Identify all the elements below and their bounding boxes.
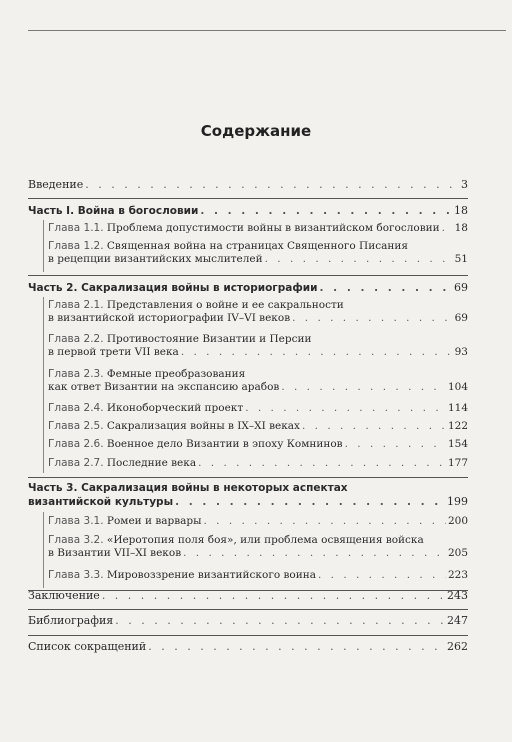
- page-number: 177: [447, 457, 468, 469]
- chapter-number: Глава 2.1.: [48, 299, 104, 311]
- chapter-number: Глава 3.2.: [48, 534, 104, 546]
- toc-entry-label-line2: как ответ Византии на экспансию арабов: [48, 381, 280, 393]
- toc-entry-label-line2: византийской культуры: [28, 496, 174, 508]
- toc-entry-ch1-2[interactable]: [48, 240, 468, 266]
- page-number: 18: [454, 222, 468, 234]
- toc-entry-label-line1: Фемные преобразования: [106, 368, 246, 380]
- toc-entry-label: Мировоззрение византийского воина: [106, 569, 316, 581]
- chapter-number: Глава 1.1.: [48, 222, 104, 234]
- page-number: 114: [447, 402, 468, 414]
- page-number: 104: [447, 381, 468, 393]
- toc-entry-label-line2: в Византии VII–XI веков: [48, 547, 182, 559]
- toc-entry-label-line2: в византийской историографии IV–VI веков: [48, 312, 291, 324]
- page-number: 18: [454, 204, 468, 217]
- page-number: 3: [461, 178, 468, 191]
- toc-entry-label: Проблема допустимости войны в византийском богословии: [106, 222, 440, 234]
- toc-entry-label: Военное дело Византии в эпоху Комнинов: [106, 438, 343, 450]
- page-number: 93: [454, 346, 468, 358]
- toc-entry-part2[interactable]: [28, 281, 468, 295]
- leader-dots: [245, 402, 446, 415]
- leader-dots: [442, 222, 453, 235]
- leader-dots: [203, 515, 445, 528]
- chapter-number: Глава 3.1.: [48, 515, 104, 527]
- toc-entry-ch2-3[interactable]: [48, 368, 468, 394]
- toc-entry-label: Часть 2. Сакрализация войны в историографии: [28, 282, 318, 294]
- page-number: 262: [447, 640, 468, 653]
- page-number: 200: [447, 515, 468, 527]
- toc-entry-label-line1: Представления о войне и ее сакральности: [106, 299, 344, 311]
- chapter-number: Глава 2.5.: [48, 420, 104, 432]
- page-number: 243: [447, 589, 468, 602]
- toc-entry-label: Заключение: [28, 589, 100, 602]
- leader-dots: [200, 205, 452, 218]
- toc-entry-label-line1: Часть 3. Сакрализация войны в некоторых аспектах: [28, 482, 348, 494]
- page-number: 51: [454, 253, 468, 265]
- toc-entry-ch2-6[interactable]: [48, 438, 468, 451]
- chapter-number: Глава 2.3.: [48, 368, 104, 380]
- toc-entry-label: Последние века: [106, 457, 197, 469]
- section-divider: [28, 477, 468, 478]
- leader-dots: [320, 282, 452, 295]
- toc-entry-intro[interactable]: [28, 178, 468, 191]
- toc-entry-label-line2: в первой трети VII века: [48, 346, 179, 358]
- toc-entry-label: Сакрализация войны в IX–XI веках: [106, 420, 300, 432]
- toc-entry-ch2-1[interactable]: [48, 299, 468, 325]
- toc-entry-ch1-1[interactable]: [48, 222, 468, 235]
- toc-entry-part3[interactable]: [28, 482, 468, 509]
- section-divider: [28, 609, 468, 610]
- toc-entry-bibliography[interactable]: [28, 614, 468, 627]
- page-number: 223: [447, 569, 468, 581]
- page-number: 205: [447, 547, 468, 559]
- toc-entry-label-line2: в рецепции византийских мыслителей: [48, 253, 263, 265]
- section-divider: [28, 635, 468, 636]
- leader-dots: [148, 640, 445, 653]
- toc-entry-label: Библиография: [28, 614, 114, 627]
- chapter-number: Глава 3.3.: [48, 569, 104, 581]
- leader-dots: [102, 589, 445, 602]
- toc-entry-label: Ромеи и варвары: [106, 515, 202, 527]
- section-divider: [28, 198, 468, 199]
- chapter-number: Глава 2.7.: [48, 457, 104, 469]
- toc-entry-label: Иконоборческий проект: [106, 402, 244, 414]
- toc-entry-ch2-4[interactable]: [48, 402, 468, 415]
- page-number: 69: [454, 312, 468, 324]
- leader-dots: [345, 438, 446, 451]
- page-number: 69: [454, 281, 468, 294]
- toc-entry-ch2-7[interactable]: [48, 457, 468, 470]
- chapter-number: Глава 1.2.: [48, 240, 104, 252]
- leader-dots: [85, 178, 459, 191]
- leader-dots: [181, 346, 453, 359]
- toc-entry-ch3-2[interactable]: [48, 534, 468, 560]
- toc-entry-part1[interactable]: [28, 204, 468, 218]
- page-title: Содержание: [200, 122, 312, 140]
- leader-dots: [318, 569, 446, 582]
- leader-dots: [183, 547, 446, 560]
- toc-entry-conclusion[interactable]: [28, 589, 468, 602]
- toc-entry-label-line1: Противостояние Византии и Персии: [106, 333, 312, 345]
- leader-dots: [198, 457, 446, 470]
- chapter-number: Глава 2.4.: [48, 402, 104, 414]
- toc-entry-label: Список сокращений: [28, 640, 147, 653]
- toc-entry-label: Введение: [28, 178, 84, 191]
- leader-dots: [115, 614, 445, 627]
- page-number: 199: [447, 495, 468, 508]
- leader-dots: [302, 420, 446, 433]
- chapter-number: Глава 2.6.: [48, 438, 104, 450]
- leader-dots: [265, 253, 453, 266]
- leader-dots: [292, 312, 453, 325]
- toc-entry-label-line1: Священная война на страницах Священного Писания: [106, 240, 408, 252]
- indent-bar: [43, 220, 44, 272]
- indent-bar: [43, 297, 44, 473]
- leader-dots: [281, 381, 446, 394]
- toc-entry-ch2-2[interactable]: [48, 333, 468, 359]
- toc-entry-ch3-3[interactable]: [48, 569, 468, 582]
- page-number: 122: [447, 420, 468, 432]
- section-divider: [28, 275, 468, 276]
- page-number: 247: [447, 614, 468, 627]
- page-number: 154: [447, 438, 468, 450]
- toc-entry-abbreviations[interactable]: [28, 640, 468, 653]
- toc-entry-ch2-5[interactable]: [48, 420, 468, 433]
- indent-bar: [43, 512, 44, 588]
- chapter-number: Глава 2.2.: [48, 333, 104, 345]
- toc-entry-label: Часть I. Война в богословии: [28, 205, 199, 217]
- leader-dots: [175, 496, 445, 509]
- top-rule: [28, 30, 506, 31]
- toc-entry-label-line1: «Иеротопия поля боя», или проблема освящения войска: [106, 534, 424, 546]
- toc-entry-ch3-1[interactable]: [48, 515, 468, 528]
